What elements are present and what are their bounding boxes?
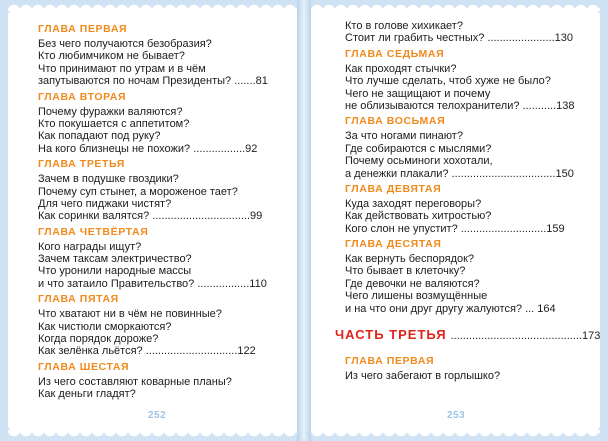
contents-line: Зачем таксам электричество? (38, 253, 192, 266)
chapter-heading: ГЛАВА ПЯТАЯ (38, 293, 119, 306)
contents-entry (38, 241, 276, 291)
page-number-right: 253 (447, 410, 466, 421)
contents-line: Что хватают ни в чём не повинные? (38, 308, 222, 321)
contents-line: Как действовать хитростью? (345, 210, 492, 223)
contents-line: Почему суп стынет, а мороженое тает? (38, 185, 238, 198)
contents-line: На кого близнецы не похожи? .................92 (38, 142, 258, 155)
contents-entry (38, 376, 276, 401)
contents-line: Что уронили народные массы (38, 265, 192, 278)
contents-line: Как чистюли сморкаются? (38, 320, 172, 333)
contents-entry (345, 63, 580, 113)
contents-entry (38, 173, 276, 223)
chapter-heading: ГЛАВА ДЕВЯТАЯ (345, 182, 442, 195)
book-gutter (297, 0, 311, 441)
contents-entry (345, 20, 580, 45)
scallop-edge-top (311, 1, 600, 11)
chapter-heading: ГЛАВА ВТОРАЯ (38, 90, 127, 103)
contents-entry (345, 370, 580, 382)
part-page-leader: ...........................................173 (450, 330, 601, 343)
part-title: ЧАСТЬ ТРЕТЬЯ (335, 327, 447, 343)
chapter-heading: ГЛАВА СЕДЬМАЯ (345, 47, 445, 60)
contents-line: Как попадают под руку? (38, 130, 161, 143)
contents-line: Куда заходят переговоры? (345, 197, 482, 210)
contents-line: Кого слон не упустит? ............................159 (345, 222, 565, 235)
contents-line: Что бывает в клеточку? (345, 265, 466, 278)
contents-entry (345, 198, 580, 235)
contents-entry (38, 106, 276, 156)
contents-line: Где девочки не валяются? (345, 277, 480, 290)
contents-line: За что ногами пинают? (345, 130, 463, 143)
contents-line: не облизываются телохранители? ...........138 (345, 99, 575, 112)
page-number-left: 252 (148, 410, 167, 421)
contents-line: Зачем в подушке гвоздики? (38, 173, 179, 186)
scallop-edge-bottom (8, 430, 297, 440)
contents-line: Чего не защищают и почему (345, 87, 491, 100)
contents-entry (38, 38, 276, 88)
contents-line: Как зелёнка льётся? ..............................122 (38, 345, 256, 358)
contents-entry (345, 253, 580, 315)
contents-line: Без чего получаются безобразия? (38, 38, 212, 50)
contents-line: Стоит ли грабить честных? ......................130 (345, 32, 573, 45)
scallop-edge-top (8, 1, 297, 11)
contents-line: Кто любимчиком не бывает? (38, 50, 185, 63)
chapter-heading: ГЛАВА ЧЕТВЁРТАЯ (38, 225, 149, 238)
contents-line: Когда порядок дороже? (38, 333, 159, 346)
contents-line: Из чего забегают в горлышко? (345, 370, 501, 383)
contents-entry (345, 130, 580, 180)
contents-line: Кого награды ищут? (38, 240, 142, 253)
contents-line: Чего лишены возмущённые (345, 290, 488, 303)
right-contents-column (335, 20, 601, 383)
chapter-heading: ГЛАВА ШЕСТАЯ (38, 360, 130, 373)
contents-line: Для чего пиджаки чистят? (38, 197, 172, 210)
contents-line: Как соринки валятся? ................................99 (38, 210, 263, 223)
contents-line: и что затаило Правительство? .................110 (38, 277, 267, 290)
contents-line: запутываются по ночам Президенты? .......81 (38, 75, 268, 88)
chapter-heading: ГЛАВА ДЕСЯТАЯ (345, 238, 442, 251)
contents-line: Почему фуражки валяются? (38, 105, 183, 118)
chapter-heading: ГЛАВА ВОСЬМАЯ (345, 115, 446, 128)
contents-line: Почему осьминоги хохотали, (345, 155, 493, 168)
contents-line: Что лучше сделать, чтоб хуже не было? (345, 75, 551, 88)
chapter-heading: ГЛАВА ПЕРВАЯ (38, 23, 128, 35)
contents-entry (38, 308, 276, 358)
scallop-edge-bottom (311, 430, 600, 440)
contents-line: и на что они друг другу жалуются? ... 164 (345, 302, 556, 315)
contents-line: Как проходят стычки? (345, 62, 457, 75)
contents-line: Где собираются с мыслями? (345, 142, 492, 155)
contents-line: Как вернуть беспорядок? (345, 253, 475, 266)
contents-line: Что принимают по утрам и в чём (38, 62, 206, 75)
chapter-heading: ГЛАВА ПЕРВАЯ (345, 355, 435, 368)
contents-line: а денежки плакали? ..................................150 (345, 167, 574, 180)
left-contents-column (38, 20, 276, 402)
part-heading (335, 327, 601, 347)
contents-line: Из чего составляют коварные планы? (38, 375, 232, 388)
contents-line: Кто в голове хихикает? (345, 20, 463, 32)
contents-line: Как деньги гладят? (38, 388, 136, 401)
contents-line: Кто покушается с аппетитом? (38, 117, 190, 130)
chapter-heading: ГЛАВА ТРЕТЬЯ (38, 158, 125, 171)
